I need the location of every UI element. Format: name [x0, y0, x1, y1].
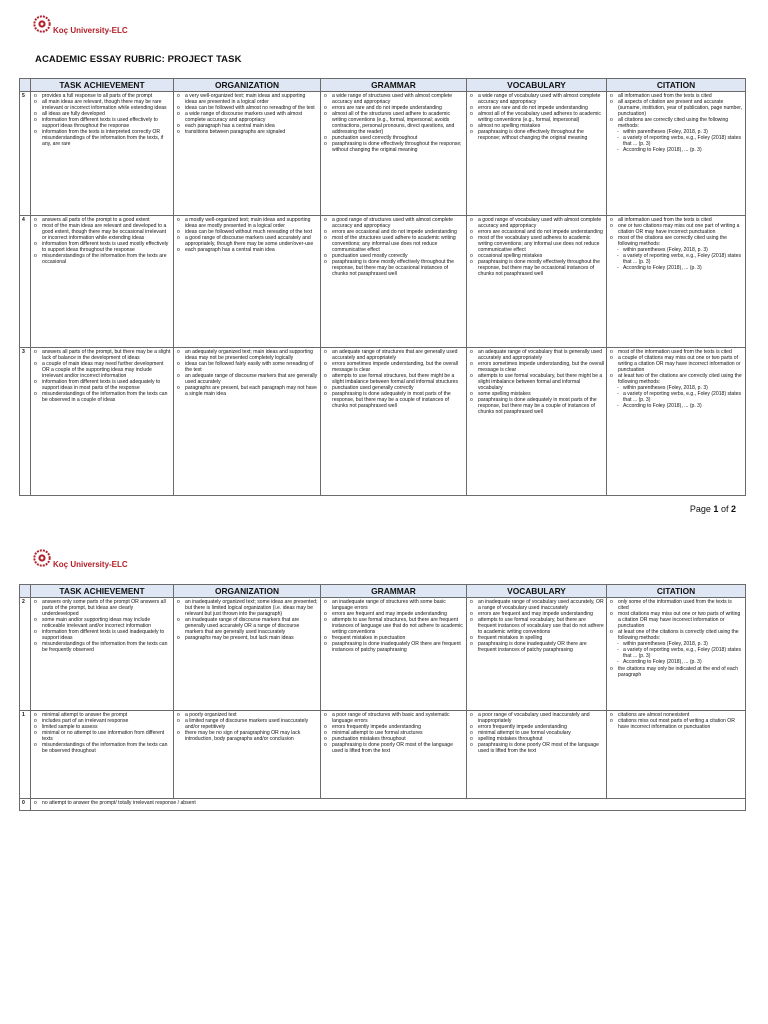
criterion-item: o all citations are correctly cited using the following methods:: [609, 117, 743, 129]
criterion-item: o citations are almost nonexistent: [609, 712, 743, 718]
brand-name: Koç University-ELC: [53, 26, 128, 35]
criteria-cell: [607, 216, 746, 348]
criteria-cell: [174, 711, 321, 799]
criterion-item: o a couple of citations may miss out one or two parts of writing a citation OR may have incorrect information or punctuation: [609, 355, 743, 373]
criteria-list: [33, 599, 171, 653]
column-header: GRAMMAR: [321, 585, 467, 598]
criterion-item: o punctuation used mostly correctly: [323, 253, 464, 259]
column-header: TASK ACHIEVEMENT: [31, 585, 174, 598]
citation-method-item: - within parentheses (Foley, 2018, p. 3): [617, 641, 743, 647]
criterion-item: o a poor range of vocabulary used inaccurately and inappropriately: [469, 712, 604, 724]
criterion-item: o information from different texts is used mostly effectively to support ideas throughout the response: [33, 241, 171, 253]
criteria-cell: [174, 92, 321, 216]
criterion-item: o the citations may only be indicated at the end of each paragraph: [609, 666, 743, 678]
criteria-list: [469, 712, 604, 754]
criterion-item: o almost all of the structures used adhere to academic writing conventions (e.g., formal, impersonal; avoids contractions, personal pronouns, direct questions, and addressing the reader): [323, 111, 464, 135]
criterion-item: o each paragraph has a central main idea: [176, 123, 318, 129]
citation-method-item: - According to Foley (2018), ... (p. 3): [617, 147, 743, 153]
criterion-item: o paraphrasing is done poorly OR most of the language used is lifted from the text: [469, 742, 604, 754]
criterion-item: o at least one of the citations is correctly cited using the following methods:: [609, 629, 743, 641]
criterion-item: o all ideas are fully developed: [33, 111, 171, 117]
criterion-item: o errors are rare and do not impede understanding: [469, 105, 604, 111]
criterion-item: o errors frequently impede understanding: [469, 724, 604, 730]
criterion-item: o each paragraph has a central main idea: [176, 247, 318, 253]
rubric-header-row: [20, 585, 746, 598]
criterion-item: o information from different texts is used effectively to support ideas throughout the response: [33, 117, 171, 129]
citation-method-item: - within parentheses (Foley, 2018, p. 3): [617, 247, 743, 253]
citation-method-item: - According to Foley (2018), ... (p. 3): [617, 659, 743, 665]
criterion-item: o errors frequently impede understanding: [323, 724, 464, 730]
criterion-item: o paraphrasing is done adequately in most parts of the response, but there may be a couple of instances of chunks not paraphrased well: [469, 397, 604, 415]
criteria-list: [609, 349, 743, 385]
criterion-item: o all aspects of citation are present and accurate (surname, institution, year of publication, page number, punctuation): [609, 99, 743, 117]
criterion-item: o information from the texts is interpreted correctly OR misunderstandings of the information from the texts, if any, are rare: [33, 129, 171, 147]
criterion-item: o attempts to use formal vocabulary, but there might be a slight imbalance between formal and informal vocabulary: [469, 373, 604, 391]
criterion-item: o a good range of structures used with almost complete accuracy and appropriacy: [323, 217, 464, 229]
criterion-item: o paraphrasing is done mostly effectively throughout the response, but there may be occasional instances of chunks not paraphrased well: [323, 259, 464, 277]
criterion-item: o minimal attempt to use formal vocabulary: [469, 730, 604, 736]
criterion-item: o a couple of main ideas may need further development OR a couple of the supporting ideas may include irrelevant and/or incorrect information: [33, 361, 171, 379]
criterion-item: o information from different texts is used inadequately to support ideas: [33, 629, 171, 641]
criteria-list: [176, 217, 318, 253]
criteria-cell: [467, 92, 607, 216]
criteria-cell: [607, 598, 746, 711]
criteria-list: [469, 599, 604, 653]
score-cell: 2: [20, 598, 31, 711]
criteria-list: [609, 217, 743, 247]
criteria-cell: [607, 348, 746, 496]
criteria-list: [323, 349, 464, 409]
criterion-item: o paraphrasing is done inadequately OR there are frequent instances of patchy paraphrasing: [469, 641, 604, 653]
criterion-item: o answers all parts of the prompt to a good extent: [33, 217, 171, 223]
citation-method-item: - a variety of reporting verbs, e.g., Foley (2018) states that ... (p. 3): [617, 391, 743, 403]
criterion-item: o at least two of the citations are correctly cited using the following methods:: [609, 373, 743, 385]
koc-university-emblem-icon: [33, 549, 51, 567]
criteria-list: [176, 599, 318, 641]
criterion-item: o most of the information used from the texts is cited: [609, 349, 743, 355]
criterion-item: o minimal attempt to use formal structures: [323, 730, 464, 736]
criteria-list: [609, 93, 743, 129]
criteria-list: [469, 349, 604, 416]
criteria-cell: [467, 711, 607, 799]
rubric-table-page-1: [19, 78, 746, 496]
score-cell: 0: [20, 799, 31, 811]
criterion-item: o a wide range of vocabulary used with almost complete accuracy and appropriacy: [469, 93, 604, 105]
criterion-item: o an adequate range of structures that are generally used accurately and appropriately: [323, 349, 464, 361]
criterion-item: o errors are occasional and do not impede understanding: [469, 229, 604, 235]
column-header: CITATION: [607, 79, 746, 92]
score-cell: 4: [20, 216, 31, 348]
criterion-item: o almost all of the vocabulary used adheres to academic writing conventions (e.g., formal, impersonal): [469, 111, 604, 123]
criteria-list: [469, 93, 604, 141]
criteria-cell: [31, 92, 174, 216]
citation-method-item: - within parentheses (Foley, 2018, p. 3): [617, 129, 743, 135]
criteria-list: [33, 217, 171, 265]
column-header: GRAMMAR: [321, 79, 467, 92]
criterion-item: o a mostly well-organized text; main ideas and supporting ideas are mostly presented in a logical order: [176, 217, 318, 229]
criteria-cell: [174, 348, 321, 496]
criteria-cell: [321, 92, 467, 216]
criteria-cell: [467, 598, 607, 711]
column-header: TASK ACHIEVEMENT: [31, 79, 174, 92]
criterion-item: o a poorly organized text: [176, 712, 318, 718]
criterion-item: o errors are rare and do not impede understanding: [323, 105, 464, 111]
criterion-item: o an adequate range of discourse markers that are generally used accurately: [176, 373, 318, 385]
criterion-item: o a wide range of discourse markers used with almost complete accuracy and appropriacy: [176, 111, 318, 123]
score-cell: 5: [20, 92, 31, 216]
criterion-item: o ideas can be followed with almost no rereading of the text: [176, 105, 318, 111]
criteria-list: [469, 217, 604, 277]
criterion-item: o only some of the information used from the texts is cited: [609, 599, 743, 611]
criterion-item: o minimal attempt to answer the prompt: [33, 712, 171, 718]
criterion-item: o includes part of an irrelevant response: [33, 718, 171, 724]
criteria-list: [33, 93, 171, 147]
criterion-item: o misunderstandings of the information from the texts can be frequently observed: [33, 641, 171, 653]
criteria-cell: [321, 348, 467, 496]
criterion-item: o a limited range of discourse markers used inaccurately and/or repetitively: [176, 718, 318, 730]
criteria-list: [323, 712, 464, 754]
citation-method-item: - According to Foley (2018), ... (p. 3): [617, 403, 743, 409]
criteria-cell: [31, 348, 174, 496]
criterion-item: o an inadequate range of discourse markers that are generally used accurately OR a range of discourse markers that are generally used inaccurately: [176, 617, 318, 635]
column-header: VOCABULARY: [467, 79, 607, 92]
criterion-item: o paraphrasing is done effectively throughout the response; without changing the original meaning: [469, 129, 604, 141]
koc-university-emblem-icon: [33, 15, 51, 33]
criterion-item: o punctuation used generally correctly: [323, 385, 464, 391]
criterion-item: o an inadequately organized text; some ideas are presented; but there is limited logical organization (i.e. ideas may be relevant but just thrown into the paragraph): [176, 599, 318, 617]
criterion-item: o misunderstandings of the information from the texts can be observed throughout: [33, 742, 171, 754]
criterion-item: o citations miss out most parts of writing a citation OR have incorrect information or punctuation: [609, 718, 743, 730]
criterion-item: o paraphrasing is done mostly effectively throughout the response, but there may be occasional instances of chunks not paraphrased well: [469, 259, 604, 277]
column-header: VOCABULARY: [467, 585, 607, 598]
rubric-row-score-1: [20, 711, 746, 799]
rubric-row-score-3: [20, 348, 746, 496]
criteria-cell: [607, 92, 746, 216]
criterion-item: o a wide range of structures used with almost complete accuracy and appropriacy: [323, 93, 464, 105]
criterion-item: o paraphrasing is done inadequately OR there are frequent instances of patchy paraphrasing: [323, 641, 464, 653]
rubric-table-page-2: [19, 584, 746, 811]
citation-method-item: - a variety of reporting verbs, e.g., Foley (2018) states that ... (p. 3): [617, 135, 743, 147]
criterion-item: o misunderstandings of the information from the texts are occasional: [33, 253, 171, 265]
criterion-item: o paraphrasing is done effectively throughout the response; without changing the original meaning: [323, 141, 464, 153]
criterion-item: o spelling mistakes throughout: [469, 736, 604, 742]
criterion-item: o attempts to use formal structures, but there are frequent instances of language use that do not adhere to academic writing conventions: [323, 617, 464, 635]
criteria-list: [323, 217, 464, 277]
criteria-cell: [607, 711, 746, 799]
citation-method-item: - within parentheses (Foley, 2018, p. 3): [617, 385, 743, 391]
page-number: Page 1 of 2: [689, 504, 736, 514]
koc-university-logo: [33, 12, 128, 35]
criterion-item: o punctuation mistakes throughout: [323, 736, 464, 742]
criterion-item: o a good range of vocabulary used with almost complete accuracy and appropriacy: [469, 217, 604, 229]
criterion-item: o frequent mistakes in spelling: [469, 635, 604, 641]
criterion-item: o errors sometimes impede understanding, but the overall message is clear: [469, 361, 604, 373]
criterion-item: o limited sample to assess: [33, 724, 171, 730]
criterion-item: o provides a full response to all parts of the prompt: [33, 93, 171, 99]
criterion-item: o all information used from the texts is cited: [609, 217, 743, 223]
rubric-row-score-2: [20, 598, 746, 711]
column-header: ORGANIZATION: [174, 585, 321, 598]
criterion-item: o some spelling mistakes: [469, 391, 604, 397]
rubric-page-2: [0, 540, 768, 1024]
criterion-item: o some main and/or supporting ideas may include noticeable irrelevant and/or incorrect information: [33, 617, 171, 629]
criterion-item: o there may be no sign of paragraphing OR may lack introduction, body paragraphs and/or conclusion: [176, 730, 318, 742]
criterion-item: o answers all parts of the prompt, but there may be a slight lack of balance in the development of ideas: [33, 349, 171, 361]
criteria-list: [33, 712, 171, 754]
criterion-item: o almost no spelling mistakes: [469, 123, 604, 129]
citation-methods-list: [609, 385, 743, 409]
criterion-item: o a poor range of structures with basic and systematic language errors: [323, 712, 464, 724]
criterion-item: o one or two citations may miss out one part of writing a citation OR may have incorrect punctuation: [609, 223, 743, 235]
criterion-item: o most of the vocabulary used adheres to academic writing conventions; any informal use does not reduce communicative effect: [469, 235, 604, 253]
column-header: ORGANIZATION: [174, 79, 321, 92]
criterion-item: o an inadequate range of structures with some basic language errors: [323, 599, 464, 611]
criterion-item: o frequent mistakes in punctuation: [323, 635, 464, 641]
rubric-row-score-5: [20, 92, 746, 216]
criterion-item: o most of the main ideas are relevant and developed to a good extent, though there may be occasional irrelevant or incorrect information while extending ideas: [33, 223, 171, 241]
criterion-item: o information from different texts is used adequately to support ideas in most parts of the response: [33, 379, 171, 391]
criterion-item: o most citations may miss out one or two parts of writing a citation OR may have incorrect information or punctuation: [609, 611, 743, 629]
column-header: CITATION: [607, 585, 746, 598]
criteria-list: [176, 349, 318, 397]
criterion-item: o a very well-organized text; main ideas and supporting ideas are presented in a logical order: [176, 93, 318, 105]
criteria-list: [323, 599, 464, 653]
citation-method-item: - a variety of reporting verbs, e.g., Foley (2018) states that ... (p. 3): [617, 253, 743, 265]
criteria-cell: [31, 216, 174, 348]
criterion-item: o errors are frequent and may impede understanding: [323, 611, 464, 617]
score-column-header: [20, 585, 31, 598]
score-cell: 3: [20, 348, 31, 496]
criteria-list: [33, 800, 743, 806]
criterion-item: o answers only some parts of the prompt OR answers all parts of the prompt, but ideas are clearly underdeveloped: [33, 599, 171, 617]
criterion-item: o ideas can be followed without much rereading of the text: [176, 229, 318, 235]
criterion-item: o an adequate range of vocabulary that is generally used accurately and appropriately: [469, 349, 604, 361]
criterion-item: o minimal or no attempt to use information from different texts: [33, 730, 171, 742]
criteria-cell: [174, 216, 321, 348]
criterion-item: o punctuation used correctly throughout: [323, 135, 464, 141]
criterion-item: o most of the structures used adhere to academic writing conventions; any informal use does not reduce communicative effect: [323, 235, 464, 253]
koc-university-logo: [33, 546, 128, 569]
criterion-item: o all main ideas are relevant, though there may be rare irrelevant or incorrect information while extending ideas: [33, 99, 171, 111]
criterion-item: o attempts to use formal vocabulary, but there are frequent instances of vocabulary use that do not adhere to academic writing conventions: [469, 617, 604, 635]
citation-method-item: - According to Foley (2018), ... (p. 3): [617, 265, 743, 271]
criteria-cell: [321, 598, 467, 711]
brand-name: Koç University-ELC: [53, 560, 128, 569]
criterion-item: o all information used from the texts is cited: [609, 93, 743, 99]
criteria-list: [176, 712, 318, 742]
citation-methods-list: [609, 247, 743, 271]
zero-score-cell: [31, 799, 746, 811]
criteria-cell: [174, 598, 321, 711]
score-column-header: [20, 79, 31, 92]
criterion-item: o errors sometimes impede understanding, but the overall message is clear: [323, 361, 464, 373]
rubric-row-score-0: [20, 799, 746, 811]
criterion-item: o an adequately organized text; main ideas and supporting ideas may not be presented completely logically: [176, 349, 318, 361]
criteria-list: [609, 666, 743, 678]
criterion-item: o misunderstandings of the information from the texts can be observed in a couple of ideas: [33, 391, 171, 403]
criterion-item: o no attempt to answer the prompt/ totally irrelevant response / absent: [33, 800, 743, 806]
citation-method-item: - a variety of reporting verbs, e.g., Foley (2018) states that ... (p. 3): [617, 647, 743, 659]
criterion-item: o occasional spelling mistakes: [469, 253, 604, 259]
criterion-item: o ideas can be followed fairly easily with some rereading of the text: [176, 361, 318, 373]
criteria-list: [609, 712, 743, 730]
criteria-cell: [31, 711, 174, 799]
criterion-item: o errors are occasional and do not impede understanding: [323, 229, 464, 235]
criterion-item: o a good range of discourse markers used accurately and appropriately, though there may be some under/over-use: [176, 235, 318, 247]
criterion-item: o paragraphs are present, but each paragraph may not have a single main idea: [176, 385, 318, 397]
criteria-cell: [321, 216, 467, 348]
criteria-list: [323, 93, 464, 153]
citation-methods-list: [609, 129, 743, 153]
criterion-item: o an inadequate range of vocabulary used accurately, OR a range of vocabulary used inaccurately: [469, 599, 604, 611]
criterion-item: o most of the citations are correctly cited using the following methods:: [609, 235, 743, 247]
criteria-cell: [467, 348, 607, 496]
criteria-cell: [467, 216, 607, 348]
criterion-item: o errors are frequent and may impede understanding: [469, 611, 604, 617]
rubric-header-row: [20, 79, 746, 92]
criterion-item: o paragraphs may be present, but lack main ideas: [176, 635, 318, 641]
criteria-list: [33, 349, 171, 403]
criterion-item: o attempts to use formal structures, but there might be a slight imbalance between formal and informal structures: [323, 373, 464, 385]
criterion-item: o paraphrasing is done adequately in most parts of the response, but there may be a couple of instances of chunks not paraphrased well: [323, 391, 464, 409]
criterion-item: o transitions between paragraphs are signaled: [176, 129, 318, 135]
criterion-item: o paraphrasing is done poorly OR most of the language used is lifted from the text: [323, 742, 464, 754]
criteria-list: [609, 599, 743, 641]
score-cell: 1: [20, 711, 31, 799]
criteria-cell: [321, 711, 467, 799]
citation-methods-list: [609, 641, 743, 665]
document-title: ACADEMIC ESSAY RUBRIC: PROJECT TASK: [35, 54, 242, 65]
rubric-row-score-4: [20, 216, 746, 348]
criteria-list: [176, 93, 318, 135]
criteria-cell: [31, 598, 174, 711]
